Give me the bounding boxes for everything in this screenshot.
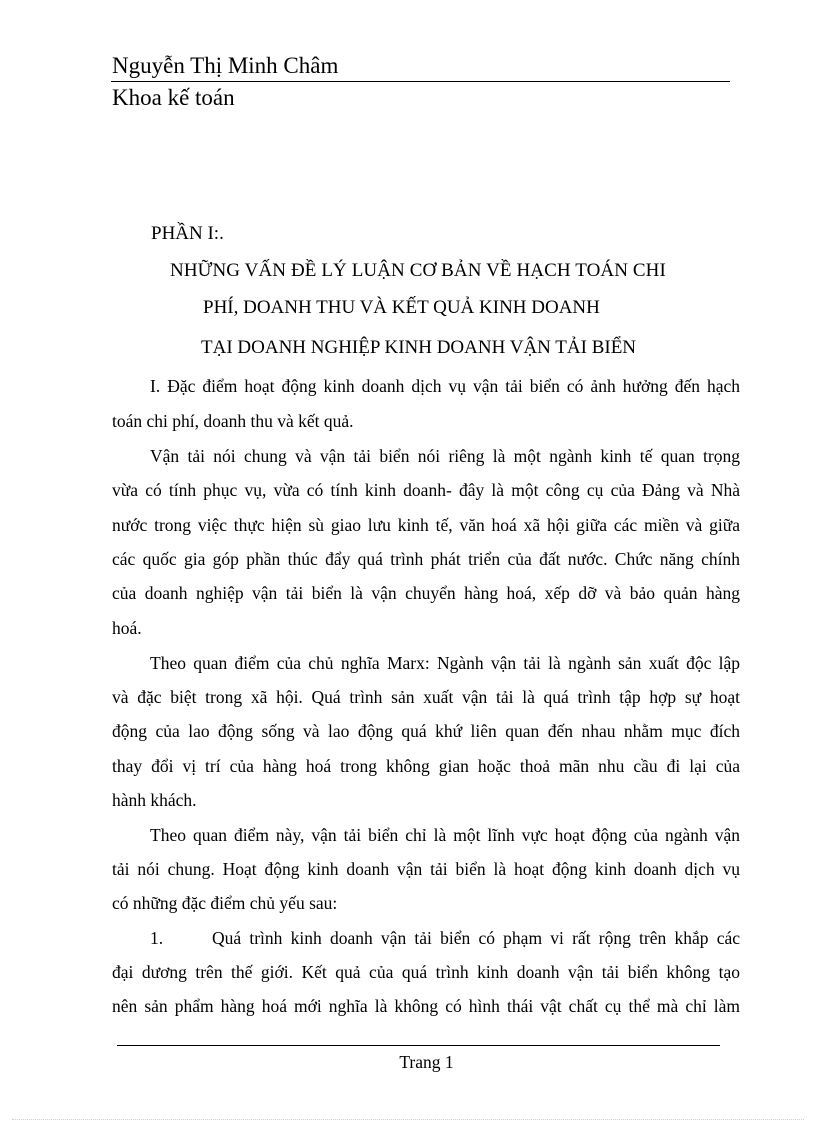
page-number: Trang 1: [399, 1052, 454, 1072]
list-item-text: Quá trình kinh doanh vận tải biển có phạm vi rất rộng trên khắp các: [212, 928, 740, 948]
body-line: Theo quan điểm của chủ nghĩa Marx: Ngành vận tải là ngành sản xuất độc lập: [150, 653, 740, 673]
body-line: hoá.: [112, 618, 142, 638]
body-line: các quốc gia góp phần thúc đẩy quá trình phát triển của đất nước. Chức năng chính: [112, 549, 740, 569]
header-author: Nguyễn Thị Minh Châm: [112, 53, 339, 78]
section-title-line-3: TẠI DOANH NGHIỆP KINH DOANH VẬN TẢI BIỂN: [201, 337, 637, 358]
footer-rule: [117, 1045, 720, 1046]
body-line: Vận tải nói chung và vận tải biển nói riêng là một ngành kinh tế quan trọng: [150, 446, 740, 466]
body-line: của doanh nghiệp vận tải biển là vận chuyển hàng hoá, xếp dỡ và bảo quản hàng: [112, 583, 740, 603]
body-line: đại dương trên thế giới. Kết quả của quá trình kinh doanh vận tải biển không tạo: [112, 962, 740, 982]
header-rule: [111, 81, 730, 82]
body-line: động của lao động sống và lao động quá khứ liên quan đến nhau nhằm mục đích: [112, 721, 740, 741]
body-line: nước trong việc thực hiện sù giao lưu kinh tế, văn hoá xã hội giữa các miền và giữa: [112, 515, 740, 535]
header-department: Khoa kế toán: [112, 85, 235, 110]
page-bottom-border: [12, 1119, 804, 1120]
body-line: hành khách.: [112, 790, 197, 810]
list-item-number: 1.: [150, 928, 164, 948]
body-line: tải nói chung. Hoạt động kinh doanh vận tải biển là hoạt động kinh doanh dịch vụ: [112, 859, 740, 879]
body-line: toán chi phí, doanh thu và kết quả.: [112, 411, 354, 431]
section-title-line-1: NHỮNG VẤN ĐỀ LÝ LUẬN CƠ BẢN VỀ HẠCH TOÁN CHI: [170, 260, 666, 281]
body-line: có những đặc điểm chủ yếu sau:: [112, 893, 338, 913]
body-line: nên sản phẩm hàng hoá mới nghĩa là không có hình thái vật chất cụ thể mà chỉ làm: [112, 996, 740, 1016]
body-line: và đặc biệt trong xã hội. Quá trình sản xuất vận tải là quá trình tập hợp sự hoạt: [112, 687, 740, 707]
section-title-line-2: PHÍ, DOANH THU VÀ KẾT QUẢ KINH DOANH: [203, 297, 600, 318]
body-line: Theo quan điểm này, vận tải biển chỉ là một lĩnh vực hoạt động của ngành vận: [150, 825, 740, 845]
body-line: thay đổi vị trí của hàng hoá trong không gian hoặc thoả mãn nhu cầu đi lại của: [112, 756, 740, 776]
body-line: I. Đặc điểm hoạt động kinh doanh dịch vụ vận tải biển có ảnh hưởng đến hạch: [150, 376, 740, 396]
body-line: vừa có tính phục vụ, vừa có tính kinh doanh- đây là một công cụ của Đảng và Nhà: [112, 480, 740, 500]
part-label: PHẦN I:.: [151, 223, 224, 244]
